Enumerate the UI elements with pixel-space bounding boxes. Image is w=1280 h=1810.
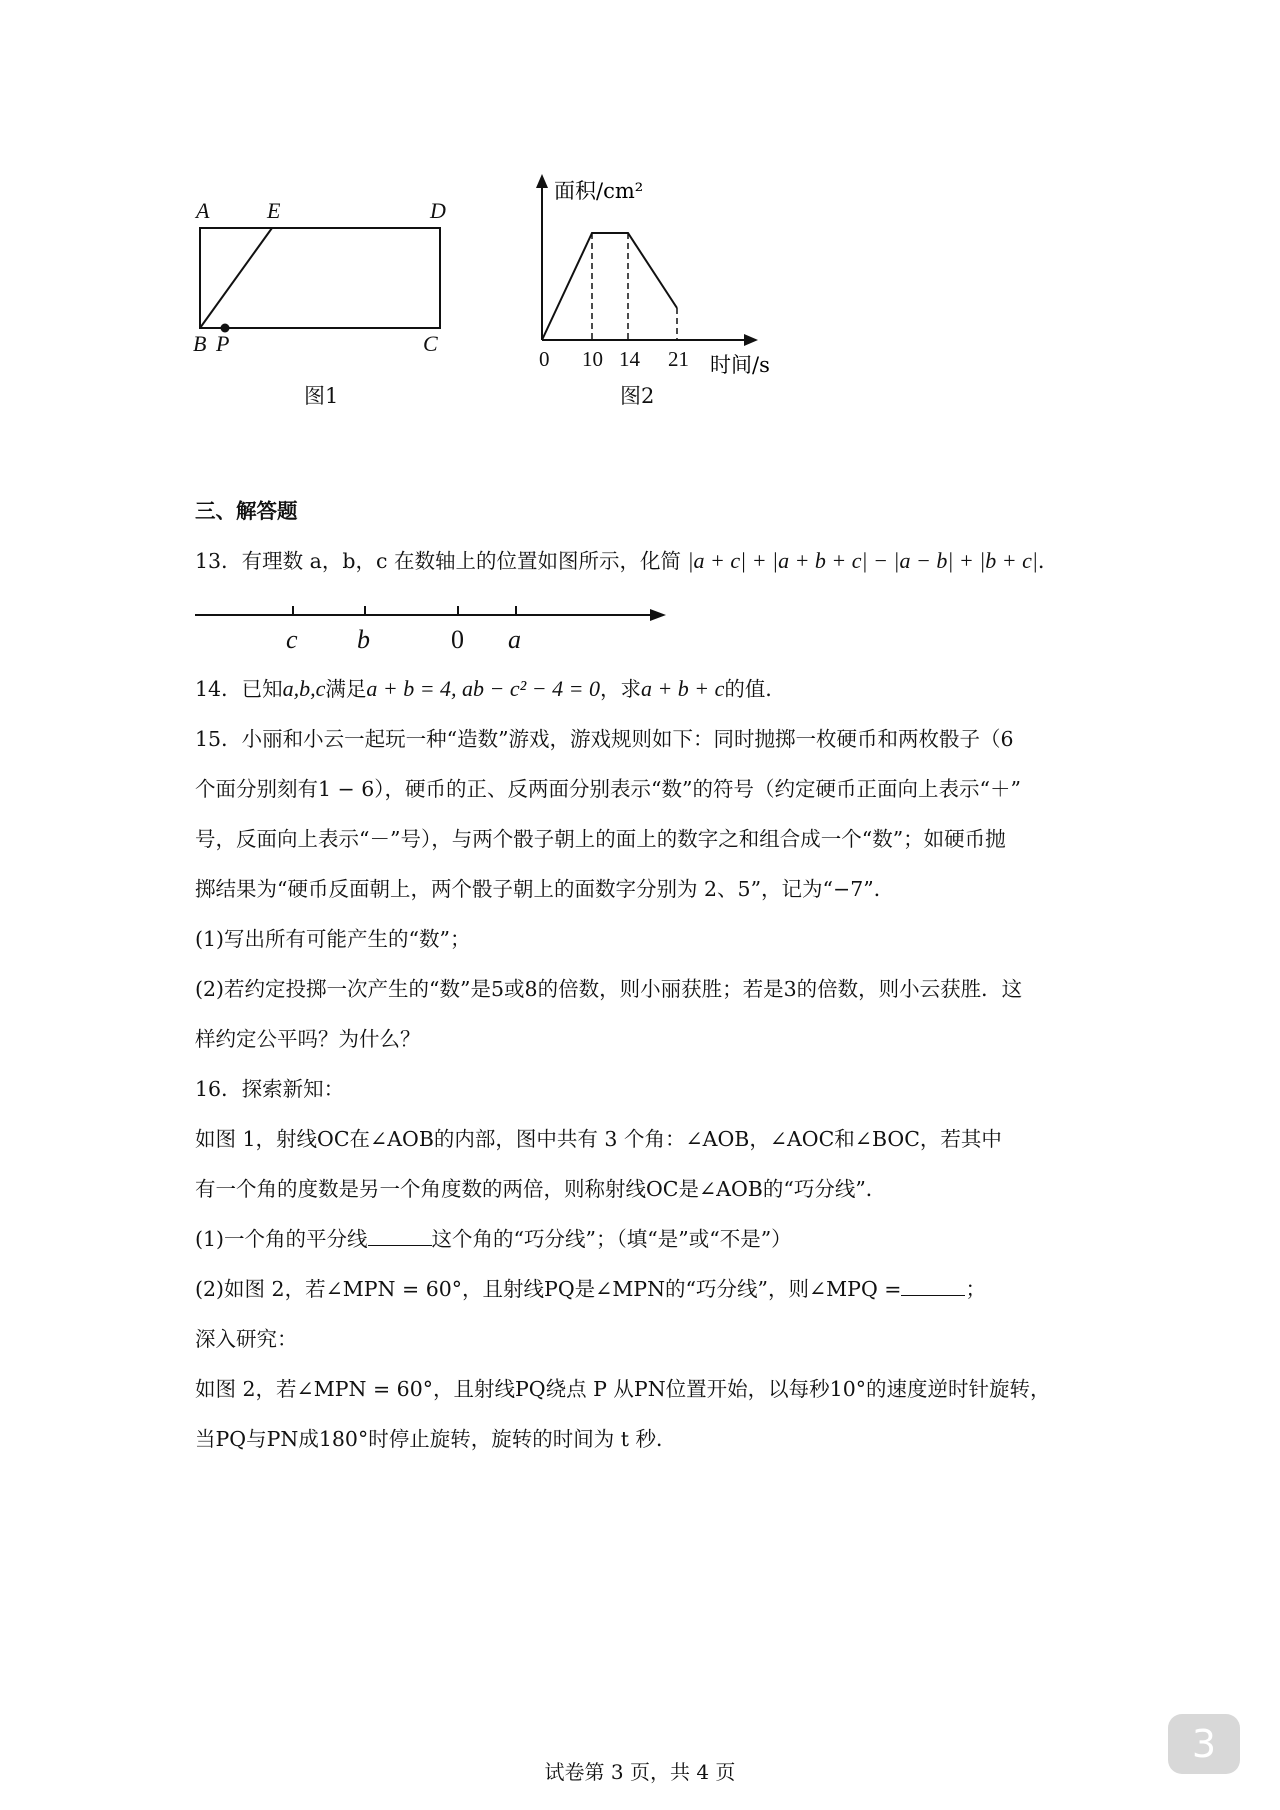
q15-line-3: 号，反面向上表示“－”号），与两个骰子朝上的面上的数字之和组合成一个“数”；如硬币抛 — [195, 827, 1006, 851]
page-footer: 试卷第 3 页，共 4 页 — [544, 1760, 736, 1784]
segment-be — [200, 228, 272, 328]
q14-target: a + b + c — [640, 676, 725, 701]
question-13 — [195, 548, 1105, 574]
label-a: A — [196, 198, 210, 223]
q13-number: 13． — [195, 549, 242, 573]
q14-suffix: ，求 — [599, 677, 641, 701]
q16-part1-pre: (1)一个角的平分线 — [195, 1227, 368, 1251]
number-line — [190, 598, 670, 658]
q16-line-2: 如图 1，射线OC在∠AOB的内部，图中共有 3 个角：∠AOB，∠AOC和∠BOC，若其中 — [195, 1127, 1002, 1151]
q15-line-2: 个面分别刻有1 − 6），硬币的正、反两面分别表示“数”的符号（约定硬币正面向上表示“＋” — [195, 777, 1021, 801]
page-number-badge[interactable]: 3 — [1168, 1714, 1240, 1774]
q16-deep-line-1: 如图 2，若∠MPN = 60°，且射线PQ绕点 P 从PN位置开始，以每秒10°的速度逆时针旋转， — [195, 1377, 1051, 1401]
question-14 — [195, 676, 1105, 702]
label-e: E — [267, 198, 281, 223]
label-c: C — [423, 331, 438, 356]
label-d: D — [430, 198, 446, 223]
q14-end: 的值． — [724, 677, 786, 701]
answer-blank-2[interactable] — [901, 1277, 965, 1296]
answer-blank-1[interactable] — [368, 1227, 432, 1246]
q13-text: 有理数 a，b，c 在数轴上的位置如图所示，化简 — [241, 549, 681, 573]
numberline-label-0: 0 — [451, 625, 464, 654]
q15-line-4: 掷结果为“硬币反面朝上，两个骰子朝上的面数字分别为 2、5”，记为“−7”． — [195, 877, 895, 901]
tick-14: 14 — [619, 347, 640, 371]
figure-2 — [530, 170, 800, 380]
figure-1-caption: 图1 — [304, 384, 339, 408]
q15-line-1: 15．小丽和小云一起玩一种“造数”游戏，游戏规则如下：同时抛掷一枚硬币和两枚骰子（6 — [195, 727, 1014, 751]
q16-part-2 — [195, 1276, 1105, 1302]
numberline-label-b: b — [357, 625, 370, 654]
q15-part-1: (1)写出所有可能产生的“数”； — [195, 927, 471, 951]
q13-end: ． — [1037, 549, 1059, 573]
x-axis-label: 时间/s — [710, 353, 770, 377]
tick-10: 10 — [582, 347, 603, 371]
figure-1 — [190, 195, 460, 365]
figure-2-caption: 图2 — [620, 384, 655, 408]
label-b: B — [193, 331, 207, 356]
q14-prefix: 已知 — [241, 677, 283, 701]
q15-part-2: (2)若约定投掷一次产生的“数”是5或8的倍数，则小丽获胜；若是3的倍数，则小云获胜．这 — [195, 977, 1023, 1001]
tick-21: 21 — [668, 347, 689, 371]
q16-title: 16．探索新知： — [195, 1077, 345, 1101]
q16-deep-title: 深入研究： — [195, 1327, 298, 1351]
section-title: 三、解答题 — [195, 499, 298, 523]
q13-expression: |a + c| + |a + b + c| − |a − b| + |b + c| — [687, 548, 1038, 573]
q14-condition: a + b = 4, ab − c² − 4 = 0 — [366, 676, 600, 701]
y-axis-label: 面积/cm² — [554, 179, 644, 203]
q16-part2-post: ； — [965, 1277, 986, 1301]
q16-line-3: 有一个角的度数是另一个角度数的两倍，则称射线OC是∠AOB的“巧分线”． — [195, 1177, 887, 1201]
area-graph-line — [542, 233, 677, 340]
q16-part1-post: 这个角的“巧分线”；（填“是”或“不是”） — [431, 1227, 792, 1251]
numberline-label-a: a — [508, 625, 521, 654]
q16-deep-line-2: 当PQ与PN成180°时停止旋转，旋转的时间为 t 秒． — [195, 1427, 677, 1451]
q16-part-1 — [195, 1226, 1105, 1252]
q16-part2-pre: (2)如图 2，若∠MPN = 60°，且射线PQ是∠MPN的“巧分线”，则∠MPQ = — [195, 1277, 902, 1301]
q14-vars: a,b,c — [282, 676, 326, 701]
q14-number: 14． — [195, 677, 242, 701]
numberline-label-c: c — [286, 625, 298, 654]
q14-middle: 满足 — [325, 677, 367, 701]
q15-part-2-cont: 样约定公平吗？为什么？ — [195, 1027, 421, 1051]
y-axis-arrow — [536, 174, 548, 188]
origin-label: 0 — [539, 347, 550, 371]
x-axis-arrow — [744, 334, 758, 346]
label-p: P — [216, 331, 230, 356]
